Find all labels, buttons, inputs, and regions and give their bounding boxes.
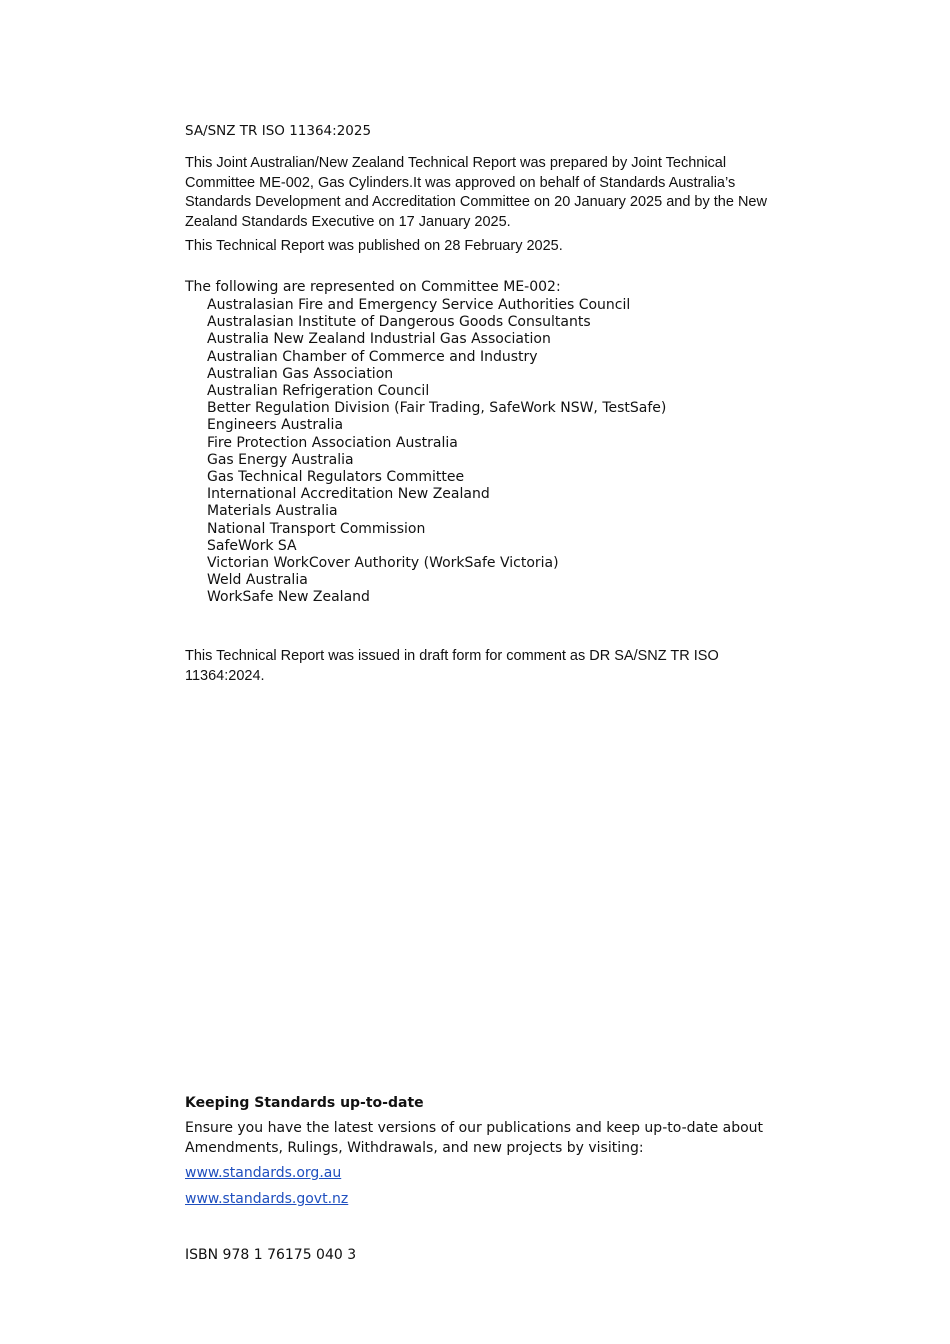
- committee-member: Australasian Fire and Emergency Service Authorities Council: [207, 297, 631, 313]
- committee-member: National Transport Commission: [207, 520, 426, 537]
- committee-member: Australian Gas Association: [207, 365, 394, 382]
- isbn-number: ISBN 978 1 76175 040 3: [185, 1247, 357, 1263]
- keeping-up-to-date-heading: Keeping Standards up-to-date: [185, 1095, 424, 1111]
- committee-member-list: [207, 297, 666, 607]
- committee-member: SafeWork SA: [207, 537, 297, 554]
- committee-member: Australasian Institute of Dangerous Goods Consultants: [207, 314, 591, 331]
- committee-member: Australian Chamber of Commerce and Industry: [207, 348, 538, 365]
- committee-member: Gas Energy Australia: [207, 451, 354, 468]
- standards-australia-link[interactable]: www.standards.org.au: [185, 1165, 342, 1181]
- standards-nz-link[interactable]: www.standards.govt.nz: [185, 1191, 349, 1207]
- committee-member: International Accreditation New Zealand: [207, 486, 490, 503]
- committee-member: Australian Refrigeration Council: [207, 383, 430, 400]
- committee-member: WorkSafe New Zealand: [207, 589, 370, 606]
- committee-member: Fire Protection Association Australia: [207, 434, 458, 451]
- committee-member: Gas Technical Regulators Committee: [207, 469, 465, 486]
- committee-member: Materials Australia: [207, 503, 338, 520]
- committee-heading: The following are represented on Committee ME-002:: [185, 279, 561, 295]
- committee-member: Better Regulation Division (Fair Trading, SafeWork NSW, TestSafe): [207, 400, 667, 417]
- draft-note-paragraph: This Technical Report was issued in draft form for comment as DR SA/SNZ TR ISO 11364:2024.: [185, 648, 719, 684]
- committee-member: Weld Australia: [207, 572, 308, 589]
- committee-member: Engineers Australia: [207, 417, 344, 434]
- committee-member: Victorian WorkCover Authority (WorkSafe Victoria): [207, 555, 559, 572]
- publication-date-paragraph: This Technical Report was published on 28 February 2025.: [185, 238, 563, 254]
- keeping-up-to-date-paragraph: Ensure you have the latest versions of our publications and keep up-to-date about Amendments, Rulings, Withdrawals, and new projects by visiting:: [185, 1120, 764, 1156]
- committee-member: Australia New Zealand Industrial Gas Association: [207, 331, 551, 348]
- preparation-paragraph: This Joint Australian/New Zealand Technical Report was prepared by Joint Technical Committee ME-002, Gas Cylinders.It was approved on behalf of Standards Australia’s Standards Development and Accreditation Committee on 20 January 2025 and by the New Zealand Standards Executive on 17 January 2025.: [185, 155, 767, 230]
- document-identifier: SA/SNZ TR ISO 11364:2025: [185, 123, 372, 139]
